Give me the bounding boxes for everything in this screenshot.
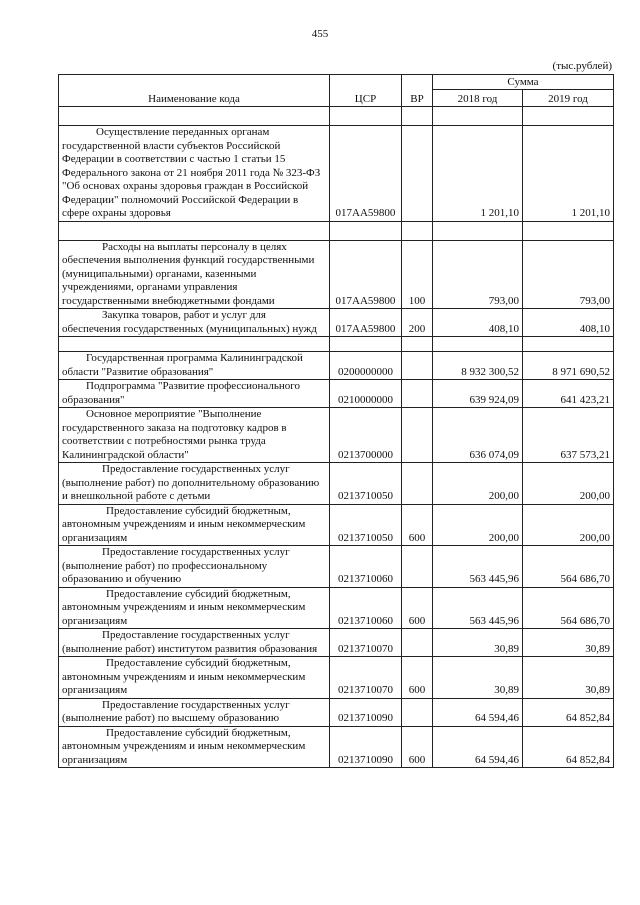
row-csr: 0213710090 xyxy=(330,726,402,768)
row-csr: 0213710050 xyxy=(330,463,402,505)
row-amount-2019: 64 852,84 xyxy=(523,698,614,726)
row-name: Предоставление государственных услуг (выполнение работ) по профессиональному образованию и обучению xyxy=(59,546,330,588)
table-row xyxy=(59,587,614,629)
table-row xyxy=(59,657,614,699)
table-row xyxy=(59,380,614,408)
row-vr: 600 xyxy=(402,726,433,768)
row-name: Предоставление государственных услуг (выполнение работ) по высшему образованию xyxy=(59,698,330,726)
page-number: 455 xyxy=(311,28,329,40)
header-year-2019: 2019 год xyxy=(523,90,614,107)
row-csr: 017АА59800 xyxy=(330,126,402,222)
row-amount-2019: 64 852,84 xyxy=(523,726,614,768)
row-name: Предоставление субсидий бюджетным, автономным учреждениям и иным некоммерческим организациям xyxy=(59,504,330,546)
row-amount-2019: 30,89 xyxy=(523,657,614,699)
row-vr: 600 xyxy=(402,587,433,629)
row-name: Предоставление государственных услуг (выполнение работ) институтом развития образования xyxy=(59,629,330,657)
row-name: Предоставление субсидий бюджетным, автономным учреждениям и иным некоммерческим организациям xyxy=(59,657,330,699)
row-vr: 100 xyxy=(402,240,433,309)
table-row xyxy=(59,463,614,505)
spacer-row xyxy=(59,107,614,126)
row-name: Государственная программа Калининградской области "Развитие образования" xyxy=(59,352,330,380)
table-header-row xyxy=(59,75,614,90)
row-amount-2018: 30,89 xyxy=(433,629,523,657)
row-amount-2018: 639 924,09 xyxy=(433,380,523,408)
row-vr xyxy=(402,463,433,505)
units-label: (тыс.рублей) xyxy=(552,60,612,72)
row-vr xyxy=(402,698,433,726)
header-year-2018: 2018 год xyxy=(433,90,523,107)
row-vr xyxy=(402,629,433,657)
row-name: Подпрограмма "Развитие профессионального образования" xyxy=(59,380,330,408)
row-name: Закупка товаров, работ и услуг для обеспечения государственных (муниципальных) нужд xyxy=(59,309,330,337)
table-row xyxy=(59,546,614,588)
row-csr: 0213700000 xyxy=(330,408,402,463)
row-vr: 200 xyxy=(402,309,433,337)
row-amount-2019: 564 686,70 xyxy=(523,546,614,588)
row-amount-2018: 200,00 xyxy=(433,504,523,546)
row-amount-2019: 200,00 xyxy=(523,504,614,546)
row-vr xyxy=(402,126,433,222)
row-csr: 0213710060 xyxy=(330,546,402,588)
row-vr xyxy=(402,546,433,588)
row-amount-2018: 563 445,96 xyxy=(433,546,523,588)
row-vr xyxy=(402,408,433,463)
table-row xyxy=(59,629,614,657)
row-amount-2018: 200,00 xyxy=(433,463,523,505)
row-amount-2018: 563 445,96 xyxy=(433,587,523,629)
row-amount-2019: 637 573,21 xyxy=(523,408,614,463)
row-amount-2019: 200,00 xyxy=(523,463,614,505)
row-csr: 0213710070 xyxy=(330,629,402,657)
header-vr: ВР xyxy=(402,75,433,107)
row-csr: 0210000000 xyxy=(330,380,402,408)
row-vr xyxy=(402,380,433,408)
row-vr xyxy=(402,352,433,380)
table-row xyxy=(59,240,614,309)
row-amount-2018: 8 932 300,52 xyxy=(433,352,523,380)
table-row xyxy=(59,504,614,546)
row-amount-2019: 8 971 690,52 xyxy=(523,352,614,380)
row-amount-2018: 793,00 xyxy=(433,240,523,309)
table-row xyxy=(59,408,614,463)
row-amount-2019: 1 201,10 xyxy=(523,126,614,222)
row-amount-2019: 793,00 xyxy=(523,240,614,309)
row-csr: 0213710050 xyxy=(330,504,402,546)
row-name: Предоставление субсидий бюджетным, автономным учреждениям и иным некоммерческим организациям xyxy=(59,587,330,629)
row-csr: 0213710060 xyxy=(330,587,402,629)
row-vr: 600 xyxy=(402,504,433,546)
row-amount-2019: 564 686,70 xyxy=(523,587,614,629)
header-name: Наименование кода xyxy=(59,75,330,107)
row-csr: 0213710090 xyxy=(330,698,402,726)
header-csr: ЦСР xyxy=(330,75,402,107)
row-name: Основное мероприятие "Выполнение государственного заказа на подготовку кадров в соответствии с потребностями рынка труда Калининградской области" xyxy=(59,408,330,463)
row-amount-2018: 408,10 xyxy=(433,309,523,337)
table-row xyxy=(59,309,614,337)
row-amount-2018: 30,89 xyxy=(433,657,523,699)
table-row xyxy=(59,352,614,380)
row-csr: 017АА59800 xyxy=(330,240,402,309)
row-csr: 0200000000 xyxy=(330,352,402,380)
table-row xyxy=(59,698,614,726)
row-csr: 0213710070 xyxy=(330,657,402,699)
row-amount-2019: 641 423,21 xyxy=(523,380,614,408)
row-amount-2018: 64 594,46 xyxy=(433,698,523,726)
budget-table xyxy=(58,74,614,768)
row-name: Предоставление государственных услуг (выполнение работ) по дополнительному образованию и внешкольной работе с детьми xyxy=(59,463,330,505)
row-amount-2019: 408,10 xyxy=(523,309,614,337)
row-name: Осуществление переданных органам государственной власти субъектов Российской Федерации в соответствии с частью 1 статьи 15 Федерального закона от 21 ноября 2011 года № 323-ФЗ "Об основах охраны здоровья граждан в Российской Федерации" полномочий Российской Федерации в сфере охраны здоровья xyxy=(59,126,330,222)
row-amount-2018: 636 074,09 xyxy=(433,408,523,463)
row-vr: 600 xyxy=(402,657,433,699)
spacer-row xyxy=(59,337,614,352)
row-name: Предоставление субсидий бюджетным, автономным учреждениям и иным некоммерческим организациям xyxy=(59,726,330,768)
row-amount-2019: 30,89 xyxy=(523,629,614,657)
table-row xyxy=(59,726,614,768)
spacer-row xyxy=(59,221,614,240)
header-sum: Сумма xyxy=(433,75,614,90)
row-amount-2018: 64 594,46 xyxy=(433,726,523,768)
row-csr: 017АА59800 xyxy=(330,309,402,337)
row-amount-2018: 1 201,10 xyxy=(433,126,523,222)
table-row xyxy=(59,126,614,222)
row-name: Расходы на выплаты персоналу в целях обеспечения выполнения функций государственными (муниципальными) органами, казенными учреждениями, органами управления государственными внебюджетными фондами xyxy=(59,240,330,309)
